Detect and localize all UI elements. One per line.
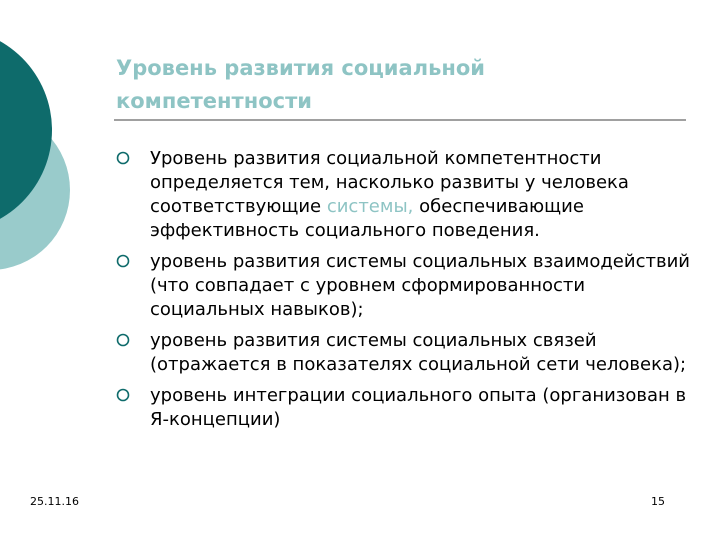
hollow-circle-bullet-icon [116, 388, 130, 402]
bullet-item-1 [110, 147, 690, 243]
title-divider [114, 119, 686, 121]
bullet-item-4 [110, 384, 690, 432]
hollow-circle-bullet-icon [116, 254, 130, 268]
slide-title: Уровень развития социальной компетентности [116, 56, 486, 113]
bullet-item-2 [110, 250, 690, 322]
bullet-item-3 [110, 329, 690, 377]
decorative-circles [0, 0, 90, 290]
hollow-circle-bullet-icon [116, 333, 130, 347]
bullet-list [110, 147, 690, 439]
hollow-circle-bullet-icon [116, 151, 130, 165]
bullet-text-2: уровень развития системы социальных взаимодействий (что совпадает с уровнем сформированности социальных навыков); [150, 251, 690, 320]
bullet-text-1-part-1: Уровень развития социальной компетентности определяется тем, насколько развиты у человека соответствующие [150, 148, 629, 217]
bullet-text-1-part-2: обеспечивающие эффективность социального поведения. [150, 196, 584, 241]
bullet-text-3: уровень развития системы социальных связей (отражается в показателях социальной сети человека); [150, 330, 687, 375]
footer-date: 25.11.16 [30, 495, 79, 508]
bullet-text-4: уровень интеграции социального опыта (организован в Я-концепции) [150, 385, 687, 430]
footer-page-number: 15 [651, 495, 665, 508]
bullet-text-1-highlight: системы, [326, 196, 414, 217]
